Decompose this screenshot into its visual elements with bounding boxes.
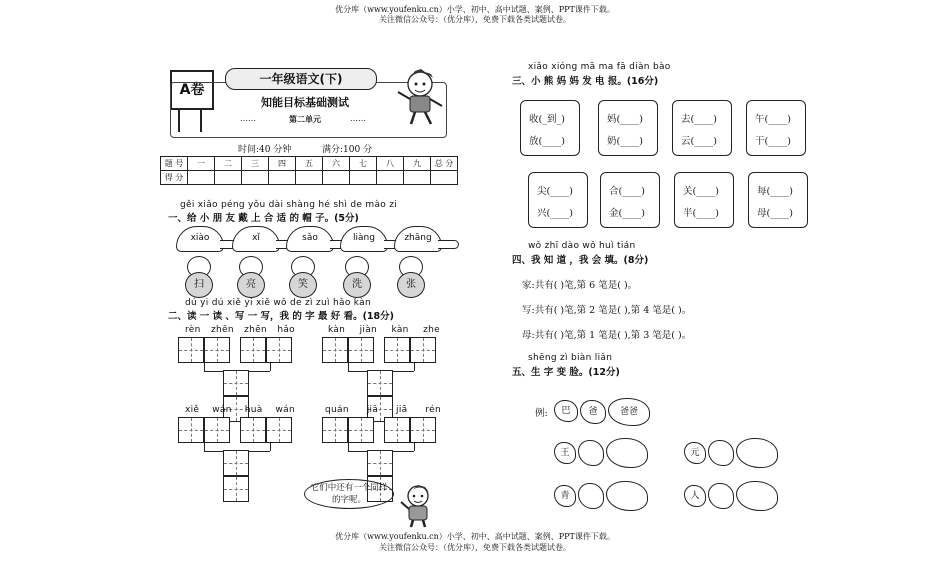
thinking-boy-icon [398,482,438,528]
char-cloud-ren: 人 [684,485,706,507]
pinyin-label: kàn [328,325,346,335]
q2-pinyin: dú yi dú xiě yi xiě wǒ de zì zuì hǎo kàn [185,298,371,308]
writing-cell[interactable] [204,337,230,363]
pinyin-label: jiā [396,405,408,415]
score-input-cell[interactable] [377,171,404,185]
telegram-line[interactable]: 母(____) [757,208,793,219]
pinyin-label: jiàn [359,325,378,335]
telegram-card[interactable] [520,100,580,156]
q4-title: 四、我 知 道 ，我 会 填。(8分) [512,255,649,266]
writing-grid[interactable] [178,417,292,443]
score-table-header-row [161,157,458,171]
writing-cell[interactable] [178,417,204,443]
table-cell: 四 [269,157,296,171]
writing-cell[interactable] [266,417,292,443]
group4-pinyin [325,405,441,415]
writing-cell[interactable] [348,417,374,443]
table-cell: 六 [323,157,350,171]
telegram-line[interactable]: 合(____) [609,186,645,197]
writing-cell[interactable] [367,450,393,476]
blank-cloud[interactable] [606,438,648,468]
writing-cell[interactable] [410,417,436,443]
blank-cloud[interactable] [736,481,778,511]
telegram-card[interactable] [746,100,806,156]
telegram-line[interactable]: 干(____) [755,136,791,147]
char-cloud-yuan: 元 [684,442,706,464]
table-cell: 三 [242,157,269,171]
score-input-cell[interactable] [269,171,296,185]
connector-line [270,363,272,371]
telegram-line: 收(_到_) [529,114,565,125]
writing-grid[interactable] [322,337,436,363]
pinyin-label: jiā [366,405,379,415]
pinyin-label: quán [325,405,349,415]
writing-cell[interactable] [367,370,393,396]
table-cell: 总 分 [431,157,458,171]
table-cell: 二 [215,157,242,171]
pinyin-label: huà [244,405,263,415]
pinyin-label: wán [275,405,295,415]
footer-line-2: 关注微信公众号：（优分库），免费下载各类试题试卷。 [379,543,571,552]
telegram-line[interactable]: 关(____) [683,186,719,197]
score-input-cell[interactable] [296,171,323,185]
q1-title: 一、给 小 朋 友 戴 上 合 适 的 帽 子。(5分) [168,213,359,224]
blank-cloud[interactable] [736,438,778,468]
telegram-line[interactable]: 半(____) [683,208,719,219]
pinyin-label: zhe [423,325,440,335]
score-input-cell[interactable] [188,171,215,185]
connector-line [414,443,416,451]
pinyin-label: kàn [391,325,409,335]
shared-char-grid[interactable] [223,450,249,502]
char-cloud-qing: 青 [554,485,576,507]
blank-star[interactable] [708,483,734,509]
telegram-line[interactable]: 午(____) [755,114,791,125]
telegram-line[interactable]: 金(____) [609,208,645,219]
dots-left: …… [240,114,256,123]
unit-label: 第二单元 [289,114,321,124]
example-cloud-answer: 爸爸 [608,398,650,426]
table-cell: 五 [296,157,323,171]
fill-line-xie[interactable]: 写:共有( )笔,第 2 笔是( ),第 4 笔是( )。 [522,305,692,316]
subtitle: 知能目标基础测试 [261,96,349,109]
telegram-line[interactable]: 兴(____) [537,208,573,219]
writing-cell[interactable] [223,370,249,396]
telegram-line[interactable]: 尖(____) [537,186,573,197]
telegram-card[interactable] [672,100,732,156]
table-cell: 七 [350,157,377,171]
score-label: 满分:100 分 [322,145,373,155]
writing-cell[interactable] [223,476,249,502]
pinyin-label: wán [212,405,232,415]
writing-cell[interactable] [266,337,292,363]
telegram-line[interactable]: 去(____) [681,114,717,125]
writing-cell[interactable] [223,450,249,476]
q3-title: 三、小 熊 妈 妈 发 电 报。(16分) [512,76,659,87]
blank-star[interactable] [708,440,734,466]
score-table-score-row [161,171,458,185]
telegram-line[interactable]: 奶(____) [607,136,643,147]
writing-cell[interactable] [322,417,348,443]
score-input-cell[interactable] [323,171,350,185]
writing-cell[interactable] [178,337,204,363]
score-input-cell[interactable] [404,171,431,185]
blank-star[interactable] [578,440,604,466]
table-cell: 得 分 [161,171,188,185]
telegram-card[interactable] [528,172,588,228]
writing-cell[interactable] [410,337,436,363]
header-line-2: 关注微信公众号：（优分库），免费下载各类试题试卷。 [379,15,571,24]
connector-line [270,443,272,451]
group3-pinyin [185,405,295,415]
footer-line-1: 优分库（www.youfenku.cn）小学、初中、高中试题、案例、PPT课件下载。 [335,532,615,541]
writing-cell[interactable] [384,337,410,363]
pinyin-label: zhēn [210,325,234,335]
telegram-card[interactable] [674,172,734,228]
q5-title: 五、生 字 变 脸。(12分) [512,367,620,378]
connector-line [414,363,416,371]
q1-pinyin: gěi xiǎo péng yǒu dài shàng hé shì de mào zi [180,200,398,210]
time-label: 时间:40 分钟 [238,145,292,155]
table-cell: 题 号 [161,157,188,171]
boy-mascot-icon [395,66,445,128]
example-label: 例: [535,408,548,419]
a-paper-badge: A卷 [170,70,214,110]
telegram-card[interactable] [748,172,808,228]
telegram-card[interactable] [598,100,658,156]
header-line-1: 优分库（www.youfenku.cn）小学、初中、高中试题、案例、PPT课件下载。 [335,5,615,14]
pinyin-label: hǎo [277,325,295,335]
blank-star[interactable] [578,483,604,509]
char-cloud-wang: 王 [554,442,576,464]
table-cell: 一 [188,157,215,171]
table-cell: 九 [404,157,431,171]
telegram-line[interactable]: 云(____) [681,136,717,147]
writing-cell[interactable] [384,417,410,443]
telegram-line[interactable]: 妈(____) [607,114,643,125]
connector-line [348,363,350,371]
fill-line-mu[interactable]: 母:共有( )笔,第 1 笔是( ),第 3 笔是( )。 [522,330,692,341]
q4-pinyin: wǒ zhī dào wǒ huì tián [528,241,636,251]
telegram-line[interactable]: 放(____) [529,136,565,147]
writing-cell[interactable] [322,337,348,363]
writing-grid[interactable] [178,337,292,363]
q5-pinyin: shēng zì biàn liǎn [528,353,613,363]
title-banner: 一年级语文(下) [225,68,377,90]
score-input-cell[interactable] [350,171,377,185]
writing-cell[interactable] [240,337,266,363]
score-input-cell[interactable] [215,171,242,185]
connector-line [204,363,206,371]
example-cloud: 巴 [554,400,578,422]
blank-cloud[interactable] [606,481,648,511]
score-table [160,156,458,185]
q2-title: 二、读 一 读 、写 一 写，我 的 字 最 好 看。(18分) [168,311,394,322]
dots-right: …… [350,114,366,123]
telegram-line[interactable]: 每(____) [757,186,793,197]
score-input-cell[interactable] [431,171,458,185]
writing-cell[interactable] [240,417,266,443]
fill-line-jia[interactable]: 家:共有( )笔,第 6 笔是( )。 [522,280,638,291]
pinyin-label: rén [425,405,441,415]
writing-cell[interactable] [348,337,374,363]
telegram-card[interactable] [600,172,660,228]
connector-line [348,443,350,451]
example-star: 爸 [580,400,606,424]
writing-cell[interactable] [204,417,230,443]
writing-grid[interactable] [322,417,436,443]
table-cell: 八 [377,157,404,171]
pinyin-label: rèn [185,325,201,335]
connector-line [204,443,206,451]
q3-pinyin: xiǎo xióng mā ma fā diàn bào [528,62,671,72]
pinyin-label: zhēn [244,325,268,335]
pinyin-label: xiě [185,405,200,415]
group2-pinyin [328,325,440,335]
group1-pinyin [185,325,295,335]
hint-speech-bubble: 它们中还有一个同样的字呢。 [304,479,394,509]
score-input-cell[interactable] [242,171,269,185]
